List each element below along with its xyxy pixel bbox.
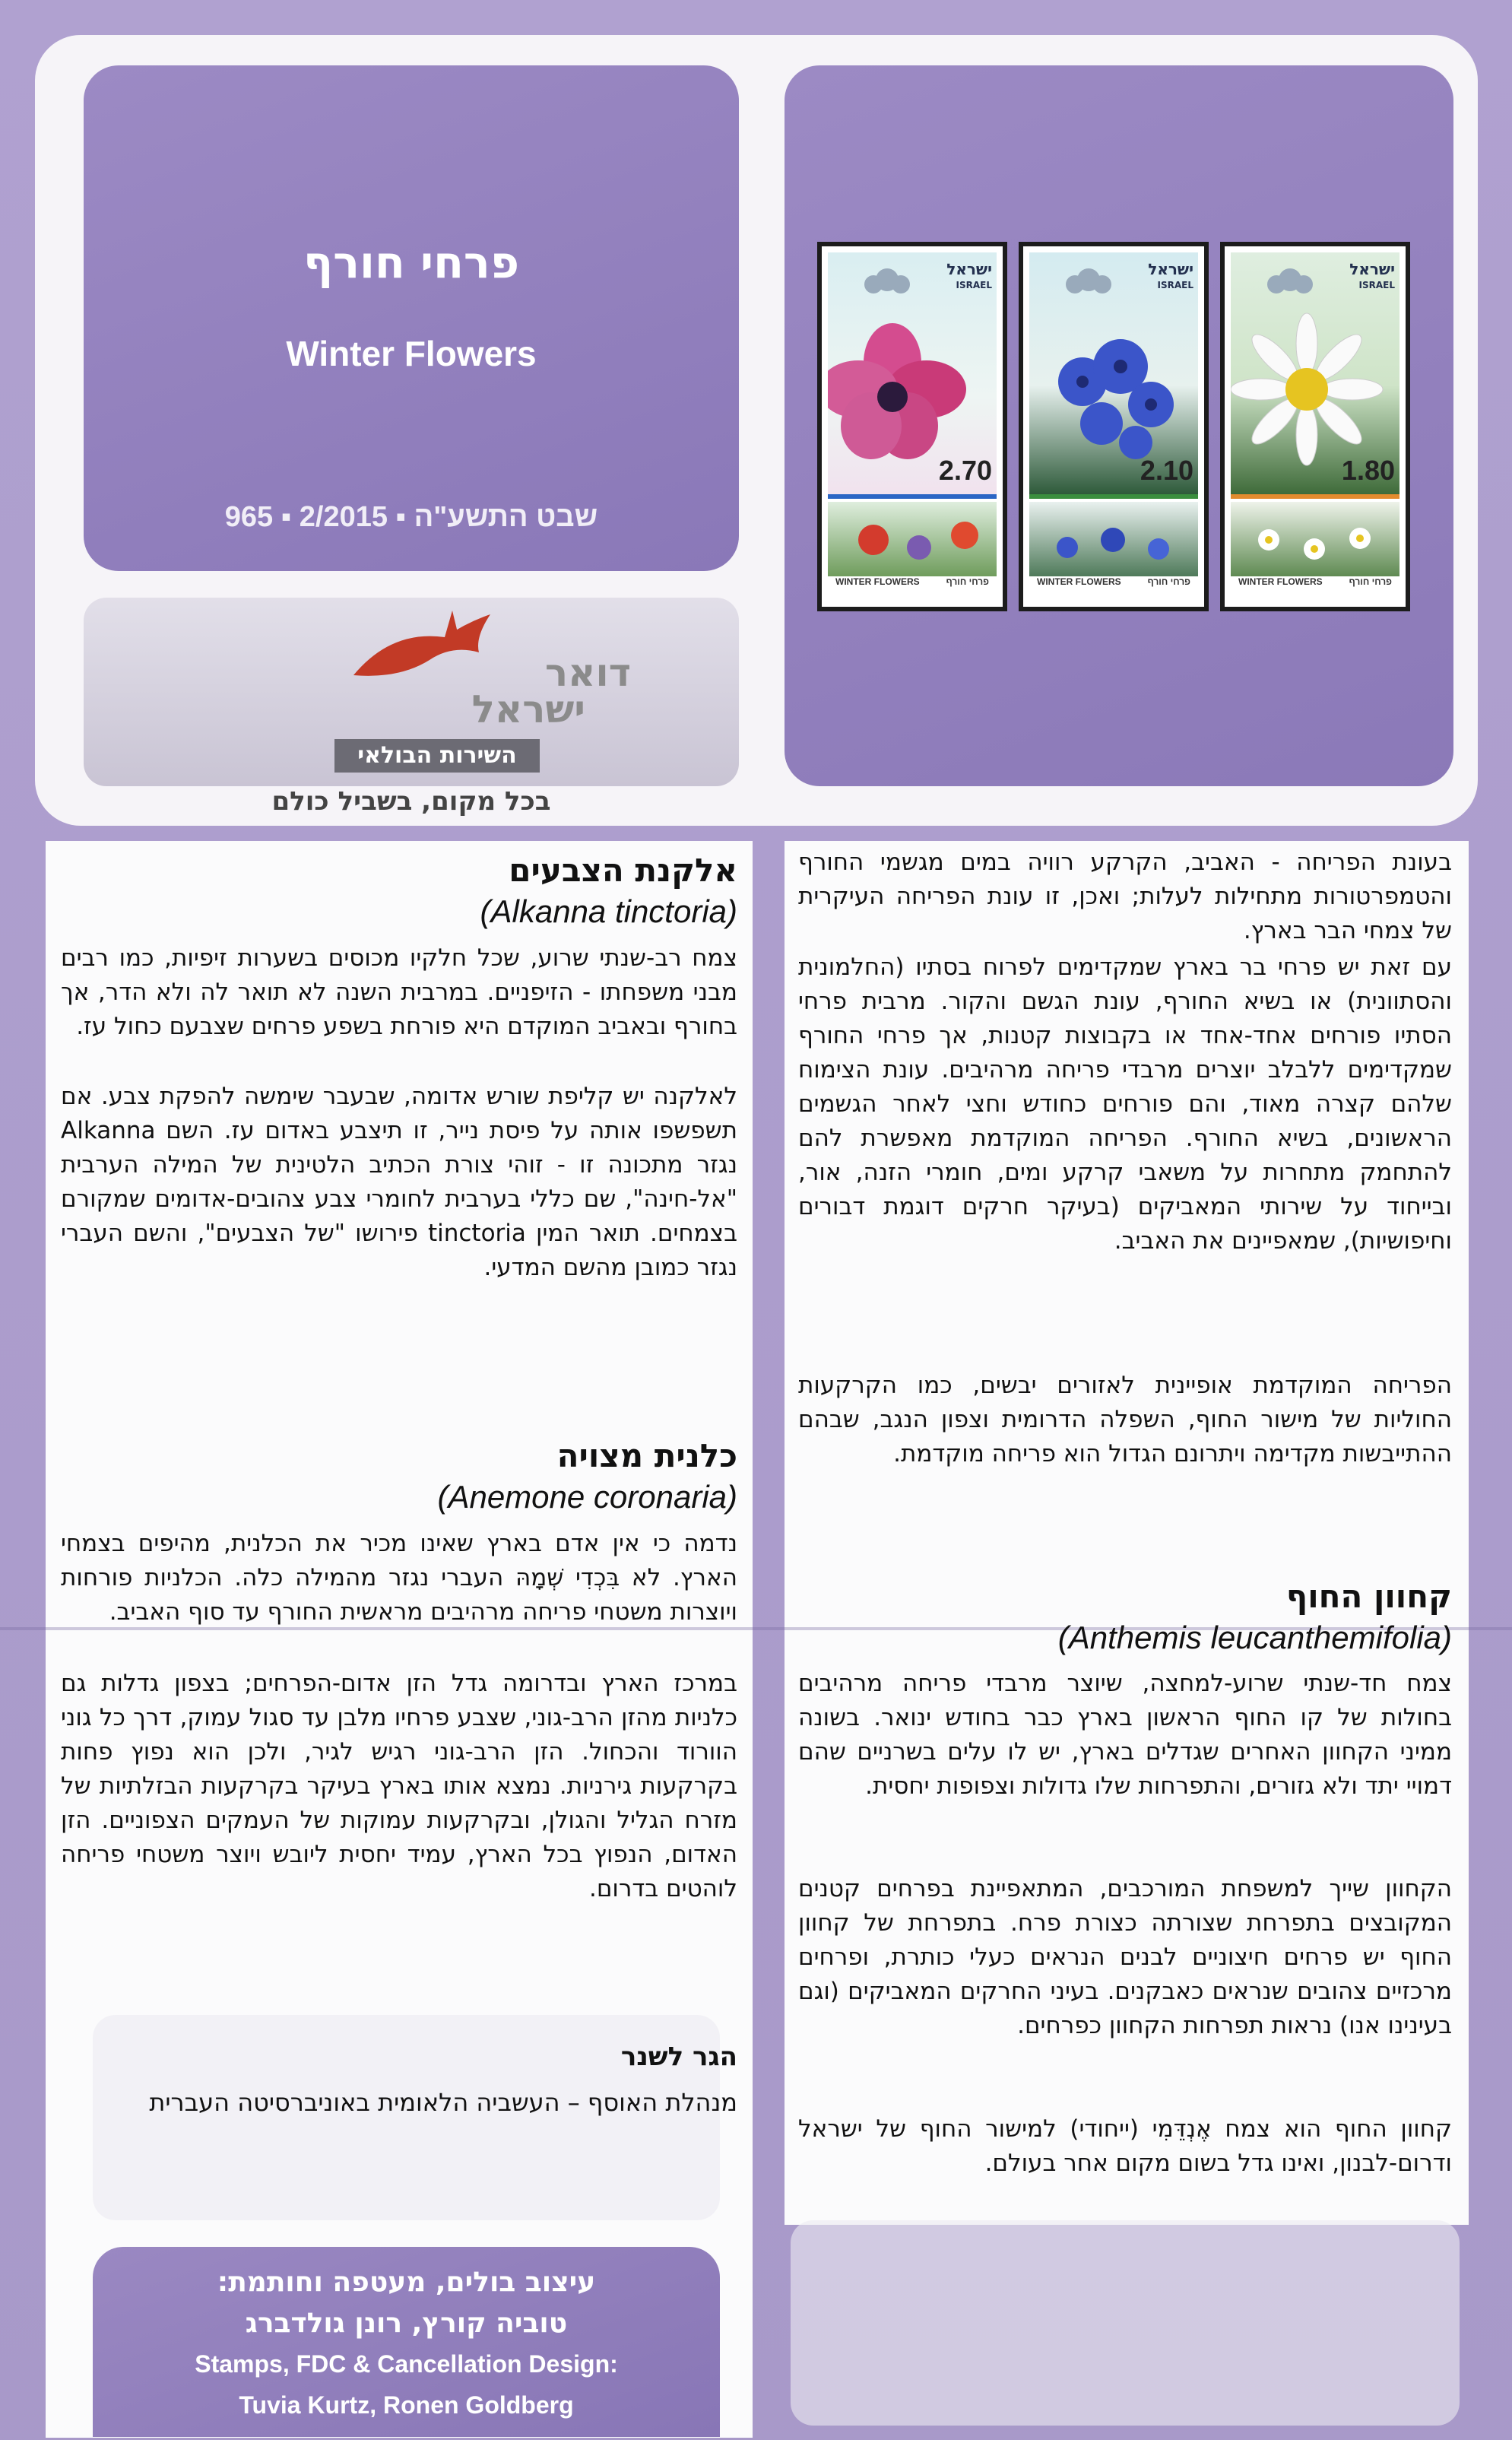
stamp-footer bbox=[1029, 573, 1198, 601]
credit-line-he-2: טוביה קורץ, רונן גולדברג bbox=[245, 2308, 568, 2339]
alkanna-heading: אלקנת הצבעים bbox=[509, 852, 737, 889]
credit-line-he-1: עיצוב בולים, מעטפה וחותמת: bbox=[217, 2267, 596, 2298]
stamp-tab-art bbox=[1231, 502, 1399, 576]
stamp-country-he: ישראל bbox=[1148, 260, 1193, 278]
stamp-divider bbox=[1231, 494, 1399, 499]
daisies-icon bbox=[1231, 502, 1409, 576]
anemone-latin-name: (Anemone coronaria) bbox=[437, 1479, 737, 1515]
stamp-country-en: ISRAEL bbox=[1358, 280, 1395, 290]
stamp-value: 2.70 bbox=[938, 455, 992, 486]
stamp-tab-he: פרחי חורף bbox=[946, 576, 989, 587]
stamp-tab-en: WINTER FLOWERS bbox=[1238, 576, 1323, 587]
stamp-country-en: ISRAEL bbox=[1157, 280, 1193, 290]
stamp-tab-en: WINTER FLOWERS bbox=[835, 576, 920, 587]
stamp-alkanna bbox=[1019, 242, 1209, 611]
faint-english-box-right bbox=[791, 2220, 1460, 2426]
stamp-tab-he: פרחי חורף bbox=[1147, 576, 1190, 587]
stamp-divider bbox=[828, 494, 997, 499]
stamp-tab-art bbox=[1029, 502, 1198, 576]
credit-line-en-1: Stamps, FDC & Cancellation Design: bbox=[195, 2350, 618, 2378]
stamp-divider bbox=[1029, 494, 1198, 499]
stamp-tab-en: WINTER FLOWERS bbox=[1037, 576, 1121, 587]
anemone-paragraph-1: נדמה כי אין אדם בארץ שאינו מכיר את הכלנית, מהיפים בצמחי הארץ. לא בִּכְדִי שְׁמָהּ העברי נגזר מהמילה כלה. הכלניות פורחות ויוצרות משטחי פריחה מרהיבים מראשית החורף עד סוף האביב. bbox=[61, 1530, 737, 1626]
stamp-value: 2.10 bbox=[1140, 455, 1193, 486]
credit-line-en-2: Tuvia Kurtz, Ronen Goldberg bbox=[239, 2391, 574, 2419]
brand-line2: ישראל bbox=[471, 687, 585, 731]
anthemis-latin-name: (Anthemis leucanthemifolia) bbox=[1057, 1620, 1452, 1655]
intro-paragraph-1: בעונת הפריחה - האביב, הקרקע רוויה במים מגשמי החורף והטמפרטורות מתחילות לעלות; ואכן, זו עונת הפריחה העיקרית של צמחי הבר בארץ. bbox=[798, 849, 1452, 944]
title-english: Winter Flowers bbox=[286, 334, 537, 373]
stamp-tab-he: פרחי חורף bbox=[1349, 576, 1392, 587]
blue-flowers-icon bbox=[1029, 502, 1207, 576]
author-name: הגר לשנר bbox=[620, 2042, 737, 2072]
alkanna-latin-name: (Alkanna tinctoria) bbox=[480, 893, 737, 929]
alkanna-paragraph-1: צמח רב-שנתי שרוע, שכל חלקיו מכוסים בשערות זיפיות, כמו רבים מבני משפחתו - הזיפניים. במרבית השנה לא תואר לה ולא הדר, אך בחורף ובאביב המוקדם היא פורחת בשפע פרחים שצבעם כחול עז. bbox=[61, 944, 737, 1040]
anemone-heading: כלנית מצויה bbox=[556, 1437, 737, 1474]
intro-paragraph-3: הפריחה המוקדמת אופיינית לאזורים יבשים, כמו הקרקעות החוליות של מישור החוף, השפלה הדרומית וצפון הנגב, שבהם ההתייבשות מקדימה ויתרונם הגדול הוא פריחה מוקדמת. bbox=[798, 1372, 1452, 1467]
anthemis-paragraph-1: צמח חד-שנתי שרוע-למחצה, שיוצר מרבדי פריחה מרהיבים בחולות של קו החוף הראשון בארץ כבר בחודש ינואר. בשונה ממיני הקחוון האחרים שגדלים בארץ, יש לו עלים בשרניים שהם דמויי יתד ולא גזורים, והתפרחות שלו גדולות וצפופות יחסית. bbox=[798, 1670, 1452, 1800]
stamp-anthemis bbox=[1220, 242, 1410, 611]
anthemis-heading: קחוון החוף bbox=[1285, 1578, 1452, 1615]
alkanna-paragraph-2: לאלקנה יש קליפת שורש אדומה, שבעבר שימשה להפקת צבע. אם תשפשפו אותה על פיסת נייר, זו תיצבע באדום עז. השם Alkanna נגזר מתכונה זו - זוהי צורת הכתיב הלטינית של המילה הערבית "אל-חינה", שם כללי בערבית לחומרי צבע צהובים-אדומים שמקורם בצמחים. תואר המין tinctoria פירושו "של הצבעים", והשם העברי נגזר כמובן מהשם המדעי. bbox=[61, 1083, 737, 1281]
stamp-country-en: ISRAEL bbox=[956, 280, 992, 290]
stamp-footer bbox=[828, 573, 997, 601]
stamp-country-he: ישראל bbox=[1349, 260, 1395, 278]
stamp-country-he: ישראל bbox=[946, 260, 992, 278]
stamp-value: 1.80 bbox=[1341, 455, 1395, 486]
israel-post-logo-panel bbox=[84, 598, 739, 786]
brand-line1: דואר bbox=[544, 651, 631, 695]
slogan: בכל מקום, בשביל כולם bbox=[271, 786, 551, 817]
title-panel bbox=[84, 65, 739, 571]
red-anemones-icon bbox=[828, 502, 1006, 576]
design-credits-box bbox=[93, 2247, 720, 2437]
stamp-tab-art bbox=[828, 502, 997, 576]
title-hebrew: פרחי חורף bbox=[303, 236, 519, 288]
author-affiliation: מנהלת האוסף – העשביה הלאומית באוניברסיטה העברית bbox=[149, 2088, 737, 2117]
issue-line: 965 ▪ 2/2015 ▪ שבט התשע"ה bbox=[224, 501, 598, 533]
service-badge: השירות הבולאי bbox=[334, 739, 540, 773]
intro-paragraph-2: עם זאת יש פרחי בר בארץ שמקדימים לפרוח בסתיו (החלמונית והסתוונית) או בשיא החורף, עונת הגשם והקור. מרבית פרחי הסתיו פורחים אחד-אחד או בקבוצות קטנות, אך פרחי החורף שמקדימים ללבלב יוצרים מרבדי פריחה מרהיבים. עונת הצימוח שלהם קצרה מאוד, והם פורחים כחודש וחצי לאחר הגשמים הראשונים, בשיא החורף. הפריחה המוקדמת מאפשרת להם להתחמק מתחרות על משאבי קרקע ומים, חומרי הזנה, אור, ובייחוד על שירותי המאביקים (בעיקר חרקים דוגמת דבורים וחיפושיות), שמאפיינים את האביב. bbox=[798, 953, 1452, 1255]
anthemis-paragraph-2: הקחוון שייך למשפחת המורכבים, המתאפיינת בפרחים קטנים המקובצים בתפרחת שצורתה כצורת פרח. בתפרחת של קחוון החוף יש פרחים חיצוניים לבנים הנראים כעלי כותרת, ופרחים מרכזיים צהובים שנראים כאבקנים. בעיני החרקים המאביקים (וגם בעינינו אנו) נראות תפרחות הקחוון כפרחים. bbox=[798, 1875, 1452, 2039]
anthemis-paragraph-3: קחוון החוף הוא צמח אֶנְדֵּמִי (ייחודי) למישור החוף של ישראל ודרום-לבנון, ואינו גדל בשום מקום אחר בעולם. bbox=[798, 2115, 1452, 2177]
stamp-footer bbox=[1231, 573, 1399, 601]
anemone-paragraph-2: במרכז הארץ ובדרומה גדל הזן אדום-הפרחים; בצפון גדלות גם כלניות מהזן הרב-גוני, שצבע פרחיו מלבן עד סגול עמוק, דרך כל גוני הוורוד והכחול. הזן הרב-גוני רגיש לגיר, ולכן הוא נפוץ פחות בקרקעות גירניות. נמצא אותו בארץ בעיקר בקרקעות הבזלתיות של מזרח הגליל והגולן, ובקרקעות עמוקות של העמקים הצפוניים. הזן האדום, הנפוץ בכל הארץ, עמיד יחסית ליובש ויוצר משטחי פריחה לוהטים בדרום. bbox=[61, 1670, 737, 1902]
stamp-anemone bbox=[817, 242, 1007, 611]
